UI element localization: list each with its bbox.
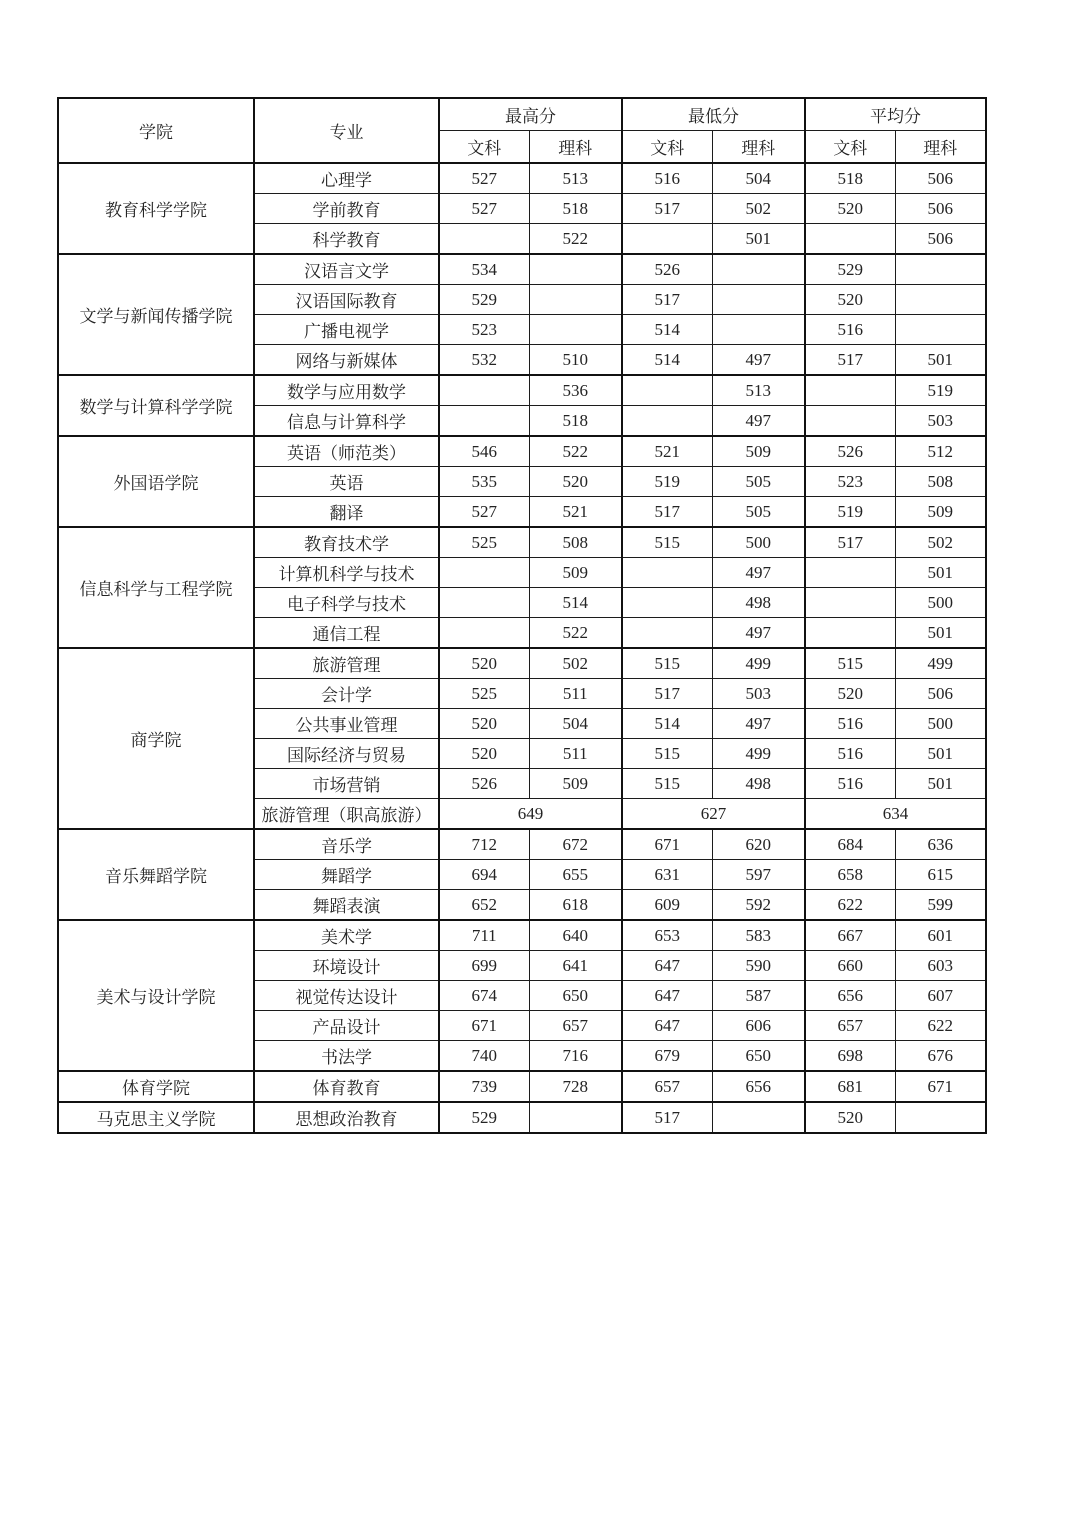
score-cell bbox=[895, 285, 986, 315]
score-cell bbox=[529, 1102, 622, 1133]
score-cell bbox=[805, 224, 895, 255]
score-cell: 505 bbox=[712, 467, 805, 497]
score-cell: 502 bbox=[895, 527, 986, 558]
score-cell bbox=[439, 618, 529, 649]
score-cell: 511 bbox=[529, 739, 622, 769]
score-cell: 592 bbox=[712, 890, 805, 921]
table-row bbox=[58, 163, 986, 194]
score-cell: 504 bbox=[712, 163, 805, 194]
table-row bbox=[58, 829, 986, 860]
table-row bbox=[58, 527, 986, 558]
score-cell: 667 bbox=[805, 920, 895, 951]
score-cell: 497 bbox=[712, 709, 805, 739]
score-cell: 515 bbox=[622, 769, 712, 799]
score-cell: 497 bbox=[712, 558, 805, 588]
score-cell: 520 bbox=[439, 739, 529, 769]
score-cell: 728 bbox=[529, 1071, 622, 1102]
score-cell: 603 bbox=[895, 951, 986, 981]
score-cell: 671 bbox=[439, 1011, 529, 1041]
score-cell: 503 bbox=[712, 679, 805, 709]
score-cell: 518 bbox=[529, 406, 622, 437]
college-name-cell: 信息科学与工程学院 bbox=[58, 527, 254, 648]
score-cell: 497 bbox=[712, 406, 805, 437]
score-cell: 501 bbox=[895, 769, 986, 799]
score-cell: 694 bbox=[439, 860, 529, 890]
score-cell: 520 bbox=[439, 709, 529, 739]
score-cell: 517 bbox=[805, 345, 895, 376]
score-cell: 641 bbox=[529, 951, 622, 981]
score-cell: 512 bbox=[895, 436, 986, 467]
score-cell: 525 bbox=[439, 527, 529, 558]
major-name-cell: 旅游管理（职高旅游） bbox=[254, 799, 439, 830]
major-name-cell: 翻译 bbox=[254, 497, 439, 528]
major-name-cell: 舞蹈表演 bbox=[254, 890, 439, 921]
score-cell: 739 bbox=[439, 1071, 529, 1102]
score-cell bbox=[895, 1102, 986, 1133]
score-cell: 684 bbox=[805, 829, 895, 860]
score-cell: 519 bbox=[805, 497, 895, 528]
score-cell: 522 bbox=[529, 224, 622, 255]
score-cell: 529 bbox=[439, 285, 529, 315]
major-name-cell: 电子科学与技术 bbox=[254, 588, 439, 618]
score-cell: 657 bbox=[529, 1011, 622, 1041]
score-cell: 660 bbox=[805, 951, 895, 981]
score-cell: 500 bbox=[895, 588, 986, 618]
score-cell: 526 bbox=[439, 769, 529, 799]
score-cell: 509 bbox=[529, 558, 622, 588]
score-cell: 515 bbox=[622, 739, 712, 769]
score-cell: 514 bbox=[529, 588, 622, 618]
header-average-science: 理科 bbox=[895, 131, 986, 164]
score-cell: 504 bbox=[529, 709, 622, 739]
major-name-cell: 美术学 bbox=[254, 920, 439, 951]
score-cell: 587 bbox=[712, 981, 805, 1011]
score-cell bbox=[805, 375, 895, 406]
score-cell: 519 bbox=[622, 467, 712, 497]
score-cell: 515 bbox=[622, 527, 712, 558]
score-cell bbox=[895, 315, 986, 345]
score-cell: 501 bbox=[895, 618, 986, 649]
score-cell bbox=[805, 588, 895, 618]
score-cell bbox=[712, 315, 805, 345]
score-cell bbox=[439, 224, 529, 255]
score-cell: 520 bbox=[439, 648, 529, 679]
table-row bbox=[58, 1071, 986, 1102]
score-cell: 607 bbox=[895, 981, 986, 1011]
score-cell bbox=[439, 406, 529, 437]
college-name-cell: 数学与计算科学学院 bbox=[58, 375, 254, 436]
score-cell: 656 bbox=[805, 981, 895, 1011]
score-cell: 590 bbox=[712, 951, 805, 981]
score-cell: 526 bbox=[622, 254, 712, 285]
score-cell-merged: 627 bbox=[622, 799, 805, 830]
score-cell: 520 bbox=[805, 285, 895, 315]
score-cell: 517 bbox=[622, 497, 712, 528]
score-cell bbox=[622, 224, 712, 255]
score-cell: 601 bbox=[895, 920, 986, 951]
score-cell: 652 bbox=[439, 890, 529, 921]
score-cell: 711 bbox=[439, 920, 529, 951]
score-cell: 698 bbox=[805, 1041, 895, 1072]
major-name-cell: 旅游管理 bbox=[254, 648, 439, 679]
score-cell: 516 bbox=[622, 163, 712, 194]
major-name-cell: 英语（师范类） bbox=[254, 436, 439, 467]
score-cell: 517 bbox=[622, 679, 712, 709]
major-name-cell: 汉语言文学 bbox=[254, 254, 439, 285]
college-name-cell: 马克思主义学院 bbox=[58, 1102, 254, 1133]
major-name-cell: 心理学 bbox=[254, 163, 439, 194]
score-cell: 500 bbox=[895, 709, 986, 739]
score-cell: 498 bbox=[712, 588, 805, 618]
score-cell: 517 bbox=[622, 1102, 712, 1133]
score-cell: 527 bbox=[439, 497, 529, 528]
score-cell: 513 bbox=[529, 163, 622, 194]
score-cell bbox=[622, 618, 712, 649]
score-cell: 518 bbox=[805, 163, 895, 194]
major-name-cell: 会计学 bbox=[254, 679, 439, 709]
score-cell: 518 bbox=[529, 194, 622, 224]
score-cell: 503 bbox=[895, 406, 986, 437]
score-cell: 606 bbox=[712, 1011, 805, 1041]
header-average-liberal: 文科 bbox=[805, 131, 895, 164]
score-cell: 529 bbox=[439, 1102, 529, 1133]
header-highest-liberal: 文科 bbox=[439, 131, 529, 164]
score-cell: 522 bbox=[529, 618, 622, 649]
score-cell: 501 bbox=[895, 739, 986, 769]
score-cell: 515 bbox=[805, 648, 895, 679]
header-average: 平均分 bbox=[805, 98, 986, 131]
table-row bbox=[58, 920, 986, 951]
score-cell: 681 bbox=[805, 1071, 895, 1102]
college-name-cell: 教育科学学院 bbox=[58, 163, 254, 254]
score-cell: 497 bbox=[712, 345, 805, 376]
score-cell: 523 bbox=[805, 467, 895, 497]
major-name-cell: 广播电视学 bbox=[254, 315, 439, 345]
score-cell: 535 bbox=[439, 467, 529, 497]
score-cell: 631 bbox=[622, 860, 712, 890]
score-cell: 516 bbox=[805, 769, 895, 799]
score-cell: 517 bbox=[622, 285, 712, 315]
score-cell: 674 bbox=[439, 981, 529, 1011]
score-cell bbox=[805, 618, 895, 649]
score-cell: 497 bbox=[712, 618, 805, 649]
college-name-cell: 商学院 bbox=[58, 648, 254, 829]
major-name-cell: 国际经济与贸易 bbox=[254, 739, 439, 769]
score-cell: 502 bbox=[529, 648, 622, 679]
header-lowest: 最低分 bbox=[622, 98, 805, 131]
major-name-cell: 教育技术学 bbox=[254, 527, 439, 558]
score-cell: 509 bbox=[895, 497, 986, 528]
college-name-cell: 文学与新闻传播学院 bbox=[58, 254, 254, 375]
score-cell: 650 bbox=[529, 981, 622, 1011]
score-cell: 520 bbox=[805, 194, 895, 224]
score-cell: 516 bbox=[805, 709, 895, 739]
score-cell: 513 bbox=[712, 375, 805, 406]
table-row bbox=[58, 1102, 986, 1133]
score-cell bbox=[712, 285, 805, 315]
college-name-cell: 美术与设计学院 bbox=[58, 920, 254, 1071]
major-name-cell: 视觉传达设计 bbox=[254, 981, 439, 1011]
score-cell: 620 bbox=[712, 829, 805, 860]
score-cell: 676 bbox=[895, 1041, 986, 1072]
score-cell: 510 bbox=[529, 345, 622, 376]
score-cell: 499 bbox=[712, 739, 805, 769]
score-cell: 655 bbox=[529, 860, 622, 890]
college-name-cell: 外国语学院 bbox=[58, 436, 254, 527]
major-name-cell: 舞蹈学 bbox=[254, 860, 439, 890]
score-cell: 609 bbox=[622, 890, 712, 921]
major-name-cell: 音乐学 bbox=[254, 829, 439, 860]
major-name-cell: 思想政治教育 bbox=[254, 1102, 439, 1133]
score-cell: 499 bbox=[712, 648, 805, 679]
score-cell: 505 bbox=[712, 497, 805, 528]
score-cell: 615 bbox=[895, 860, 986, 890]
score-cell: 509 bbox=[712, 436, 805, 467]
header-lowest-liberal: 文科 bbox=[622, 131, 712, 164]
score-cell: 508 bbox=[529, 527, 622, 558]
table-row bbox=[58, 375, 986, 406]
score-cell: 529 bbox=[805, 254, 895, 285]
score-cell: 656 bbox=[712, 1071, 805, 1102]
score-cell-merged: 634 bbox=[805, 799, 986, 830]
score-cell: 498 bbox=[712, 769, 805, 799]
score-cell: 658 bbox=[805, 860, 895, 890]
score-cell bbox=[622, 558, 712, 588]
score-cell: 500 bbox=[712, 527, 805, 558]
score-cell: 618 bbox=[529, 890, 622, 921]
score-cell bbox=[895, 254, 986, 285]
score-cell: 506 bbox=[895, 224, 986, 255]
score-cell: 522 bbox=[529, 436, 622, 467]
major-name-cell: 产品设计 bbox=[254, 1011, 439, 1041]
major-name-cell: 通信工程 bbox=[254, 618, 439, 649]
score-cell: 672 bbox=[529, 829, 622, 860]
table-row bbox=[58, 436, 986, 467]
score-cell: 527 bbox=[439, 163, 529, 194]
score-cell: 534 bbox=[439, 254, 529, 285]
score-cell: 501 bbox=[895, 558, 986, 588]
score-cell: 499 bbox=[895, 648, 986, 679]
score-table-body bbox=[58, 163, 986, 1133]
major-name-cell: 汉语国际教育 bbox=[254, 285, 439, 315]
score-cell: 647 bbox=[622, 951, 712, 981]
score-cell bbox=[439, 588, 529, 618]
score-cell: 502 bbox=[712, 194, 805, 224]
score-cell: 514 bbox=[622, 709, 712, 739]
score-cell bbox=[439, 375, 529, 406]
score-cell: 653 bbox=[622, 920, 712, 951]
score-cell: 622 bbox=[805, 890, 895, 921]
score-cell-merged: 649 bbox=[439, 799, 622, 830]
score-cell bbox=[805, 406, 895, 437]
college-name-cell: 音乐舞蹈学院 bbox=[58, 829, 254, 920]
major-name-cell: 科学教育 bbox=[254, 224, 439, 255]
score-cell: 712 bbox=[439, 829, 529, 860]
score-cell: 511 bbox=[529, 679, 622, 709]
score-cell: 515 bbox=[622, 648, 712, 679]
major-name-cell: 市场营销 bbox=[254, 769, 439, 799]
table-row bbox=[58, 648, 986, 679]
score-cell: 679 bbox=[622, 1041, 712, 1072]
score-cell: 716 bbox=[529, 1041, 622, 1072]
score-cell bbox=[622, 375, 712, 406]
major-name-cell: 网络与新媒体 bbox=[254, 345, 439, 376]
score-cell: 647 bbox=[622, 981, 712, 1011]
score-cell: 517 bbox=[622, 194, 712, 224]
score-cell bbox=[529, 315, 622, 345]
major-name-cell: 信息与计算科学 bbox=[254, 406, 439, 437]
score-cell: 640 bbox=[529, 920, 622, 951]
major-name-cell: 书法学 bbox=[254, 1041, 439, 1072]
score-cell: 506 bbox=[895, 194, 986, 224]
score-cell: 520 bbox=[529, 467, 622, 497]
score-cell: 521 bbox=[622, 436, 712, 467]
admission-score-table bbox=[57, 97, 987, 1134]
table-row bbox=[58, 254, 986, 285]
header-college: 学院 bbox=[58, 98, 254, 163]
score-cell: 516 bbox=[805, 315, 895, 345]
table-header bbox=[58, 98, 986, 163]
score-cell: 536 bbox=[529, 375, 622, 406]
score-cell bbox=[805, 558, 895, 588]
score-cell: 527 bbox=[439, 194, 529, 224]
score-cell bbox=[622, 588, 712, 618]
score-cell: 509 bbox=[529, 769, 622, 799]
score-cell: 546 bbox=[439, 436, 529, 467]
score-cell: 501 bbox=[895, 345, 986, 376]
major-name-cell: 公共事业管理 bbox=[254, 709, 439, 739]
score-cell bbox=[712, 1102, 805, 1133]
header-lowest-science: 理科 bbox=[712, 131, 805, 164]
score-cell: 650 bbox=[712, 1041, 805, 1072]
score-cell: 506 bbox=[895, 679, 986, 709]
score-cell: 657 bbox=[805, 1011, 895, 1041]
score-cell: 506 bbox=[895, 163, 986, 194]
score-cell: 520 bbox=[805, 1102, 895, 1133]
score-cell: 501 bbox=[712, 224, 805, 255]
major-name-cell: 环境设计 bbox=[254, 951, 439, 981]
score-cell: 599 bbox=[895, 890, 986, 921]
score-cell: 516 bbox=[805, 739, 895, 769]
score-cell: 671 bbox=[895, 1071, 986, 1102]
major-name-cell: 学前教育 bbox=[254, 194, 439, 224]
score-cell: 519 bbox=[895, 375, 986, 406]
score-cell: 699 bbox=[439, 951, 529, 981]
header-major: 专业 bbox=[254, 98, 439, 163]
score-cell: 657 bbox=[622, 1071, 712, 1102]
score-cell bbox=[529, 254, 622, 285]
score-cell: 671 bbox=[622, 829, 712, 860]
major-name-cell: 英语 bbox=[254, 467, 439, 497]
score-cell: 526 bbox=[805, 436, 895, 467]
score-cell: 622 bbox=[895, 1011, 986, 1041]
score-cell: 521 bbox=[529, 497, 622, 528]
score-cell: 514 bbox=[622, 345, 712, 376]
score-cell: 583 bbox=[712, 920, 805, 951]
header-highest: 最高分 bbox=[439, 98, 622, 131]
score-cell: 532 bbox=[439, 345, 529, 376]
score-cell bbox=[712, 254, 805, 285]
score-cell: 525 bbox=[439, 679, 529, 709]
major-name-cell: 体育教育 bbox=[254, 1071, 439, 1102]
score-cell bbox=[529, 285, 622, 315]
score-cell: 520 bbox=[805, 679, 895, 709]
score-cell: 636 bbox=[895, 829, 986, 860]
major-name-cell: 计算机科学与技术 bbox=[254, 558, 439, 588]
score-cell: 514 bbox=[622, 315, 712, 345]
score-cell: 647 bbox=[622, 1011, 712, 1041]
score-cell: 517 bbox=[805, 527, 895, 558]
score-cell: 523 bbox=[439, 315, 529, 345]
college-name-cell: 体育学院 bbox=[58, 1071, 254, 1102]
header-highest-science: 理科 bbox=[529, 131, 622, 164]
score-cell bbox=[439, 558, 529, 588]
major-name-cell: 数学与应用数学 bbox=[254, 375, 439, 406]
score-cell: 508 bbox=[895, 467, 986, 497]
score-cell: 597 bbox=[712, 860, 805, 890]
score-cell: 740 bbox=[439, 1041, 529, 1072]
score-cell bbox=[622, 406, 712, 437]
